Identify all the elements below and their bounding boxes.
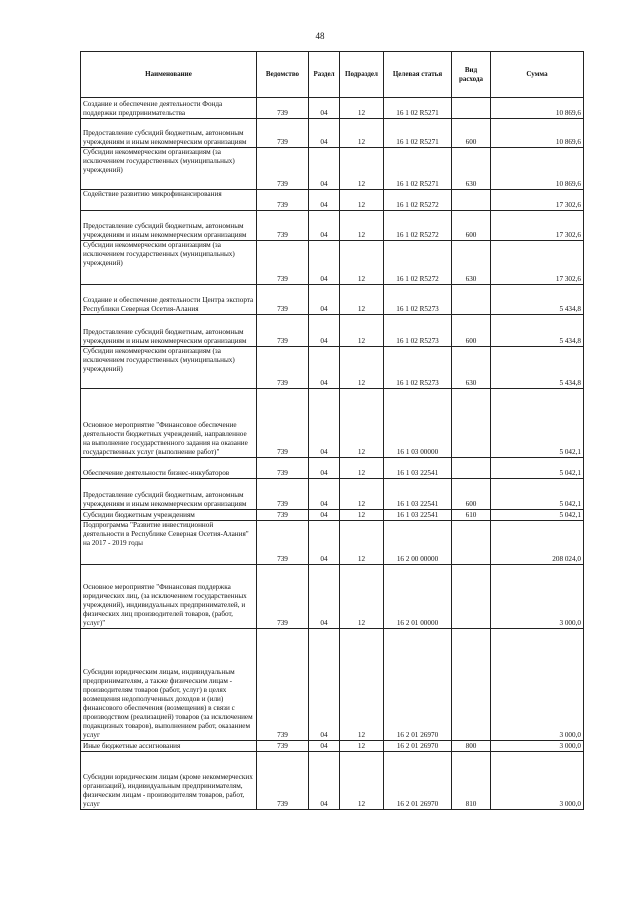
row-razdel: 04 bbox=[309, 510, 340, 521]
row-vid-rashoda: 810 bbox=[452, 752, 491, 810]
row-name: Субсидии бюджетным учреждениям bbox=[81, 510, 257, 521]
row-celevaya-statya: 16 1 03 22541 bbox=[384, 510, 452, 521]
row-vedomstvo: 739 bbox=[257, 458, 309, 479]
row-celevaya-statya: 16 1 02 R5271 bbox=[384, 98, 452, 119]
row-vedomstvo: 739 bbox=[257, 347, 309, 389]
row-celevaya-statya: 16 1 03 22541 bbox=[384, 479, 452, 510]
header-vedomstvo: Ведомство bbox=[257, 52, 309, 98]
header-razdel: Раздел bbox=[309, 52, 340, 98]
row-vedomstvo: 739 bbox=[257, 211, 309, 241]
row-summa: 17 302,6 bbox=[491, 190, 584, 211]
row-vid-rashoda bbox=[452, 565, 491, 629]
row-razdel: 04 bbox=[309, 752, 340, 810]
row-celevaya-statya: 16 1 03 22541 bbox=[384, 458, 452, 479]
row-vedomstvo: 739 bbox=[257, 98, 309, 119]
row-vid-rashoda: 800 bbox=[452, 741, 491, 752]
row-vid-rashoda: 630 bbox=[452, 148, 491, 190]
row-razdel: 04 bbox=[309, 565, 340, 629]
table-row bbox=[81, 347, 584, 389]
row-summa: 3 000,0 bbox=[491, 565, 584, 629]
row-razdel: 04 bbox=[309, 458, 340, 479]
row-name: Подпрограмма "Развитие инвестиционной деятельности в Республике Северная Осетия-Алания" на 2017 - 2019 годы bbox=[81, 521, 257, 565]
row-name: Предоставление субсидий бюджетным, автономным учреждениям и иным некоммерческим организациям bbox=[81, 315, 257, 347]
row-summa: 3 000,0 bbox=[491, 629, 584, 741]
row-podrazdel: 12 bbox=[340, 119, 384, 148]
row-celevaya-statya: 16 2 01 26970 bbox=[384, 629, 452, 741]
row-vedomstvo: 739 bbox=[257, 389, 309, 458]
row-podrazdel: 12 bbox=[340, 510, 384, 521]
table-row bbox=[81, 629, 584, 741]
row-name: Основное мероприятие "Финансовая поддержка юридических лиц, (за исключением государственных учреждений), индивидуальных предпринимателей, и физических лиц производителей товаров, (работ, услуг)" bbox=[81, 565, 257, 629]
row-podrazdel: 12 bbox=[340, 389, 384, 458]
header-summa: Сумма bbox=[491, 52, 584, 98]
row-celevaya-statya: 16 1 02 R5273 bbox=[384, 347, 452, 389]
header-name: Наименование bbox=[81, 52, 257, 98]
row-vedomstvo: 739 bbox=[257, 285, 309, 315]
row-summa: 208 024,0 bbox=[491, 521, 584, 565]
row-vid-rashoda: 600 bbox=[452, 119, 491, 148]
row-celevaya-statya: 16 1 02 R5271 bbox=[384, 148, 452, 190]
row-name: Субсидии некоммерческим организациям (за исключением государственных (муниципальных) учреждений) bbox=[81, 347, 257, 389]
row-celevaya-statya: 16 1 02 R5272 bbox=[384, 241, 452, 285]
row-podrazdel: 12 bbox=[340, 347, 384, 389]
table-row bbox=[81, 565, 584, 629]
row-celevaya-statya: 16 1 03 00000 bbox=[384, 389, 452, 458]
row-razdel: 04 bbox=[309, 119, 340, 148]
row-razdel: 04 bbox=[309, 741, 340, 752]
row-celevaya-statya: 16 1 02 R5271 bbox=[384, 119, 452, 148]
table-row bbox=[81, 241, 584, 285]
table-row bbox=[81, 458, 584, 479]
row-celevaya-statya: 16 1 02 R5272 bbox=[384, 190, 452, 211]
row-razdel: 04 bbox=[309, 389, 340, 458]
row-razdel: 04 bbox=[309, 285, 340, 315]
row-name: Основное мероприятие "Финансовое обеспечение деятельности бюджетных учреждений, направленное на выполнение государственного задания на оказание государственных услуг (выполнение работ)" bbox=[81, 389, 257, 458]
row-vedomstvo: 739 bbox=[257, 479, 309, 510]
row-vid-rashoda: 600 bbox=[452, 315, 491, 347]
row-razdel: 04 bbox=[309, 347, 340, 389]
row-podrazdel: 12 bbox=[340, 148, 384, 190]
table-row bbox=[81, 389, 584, 458]
row-vedomstvo: 739 bbox=[257, 521, 309, 565]
row-summa: 10 869,6 bbox=[491, 148, 584, 190]
row-name: Субсидии некоммерческим организациям (за исключением государственных (муниципальных) учреждений) bbox=[81, 241, 257, 285]
row-podrazdel: 12 bbox=[340, 211, 384, 241]
row-podrazdel: 12 bbox=[340, 565, 384, 629]
row-vid-rashoda bbox=[452, 629, 491, 741]
row-razdel: 04 bbox=[309, 211, 340, 241]
row-podrazdel: 12 bbox=[340, 98, 384, 119]
header-celevaya-statya: Целевая статья bbox=[384, 52, 452, 98]
row-summa: 5 434,8 bbox=[491, 315, 584, 347]
table-header-row bbox=[81, 52, 584, 98]
row-vedomstvo: 739 bbox=[257, 565, 309, 629]
row-summa: 17 302,6 bbox=[491, 211, 584, 241]
row-celevaya-statya: 16 1 02 R5273 bbox=[384, 315, 452, 347]
row-podrazdel: 12 bbox=[340, 629, 384, 741]
header-vid-rashoda: Вид расхода bbox=[452, 52, 491, 98]
table-row bbox=[81, 148, 584, 190]
page-number: 48 bbox=[315, 31, 325, 41]
row-vedomstvo: 739 bbox=[257, 629, 309, 741]
row-summa: 10 869,6 bbox=[491, 119, 584, 148]
row-summa: 5 434,8 bbox=[491, 285, 584, 315]
row-summa: 10 869,6 bbox=[491, 98, 584, 119]
row-vedomstvo: 739 bbox=[257, 752, 309, 810]
row-summa: 5 042,1 bbox=[491, 479, 584, 510]
row-vedomstvo: 739 bbox=[257, 148, 309, 190]
row-vid-rashoda: 630 bbox=[452, 347, 491, 389]
row-summa: 5 042,1 bbox=[491, 510, 584, 521]
row-summa: 3 000,0 bbox=[491, 741, 584, 752]
row-podrazdel: 12 bbox=[340, 315, 384, 347]
row-podrazdel: 12 bbox=[340, 458, 384, 479]
row-celevaya-statya: 16 2 01 00000 bbox=[384, 565, 452, 629]
row-razdel: 04 bbox=[309, 629, 340, 741]
table-row bbox=[81, 190, 584, 211]
row-vedomstvo: 739 bbox=[257, 119, 309, 148]
row-podrazdel: 12 bbox=[340, 241, 384, 285]
row-vedomstvo: 739 bbox=[257, 510, 309, 521]
table-row bbox=[81, 479, 584, 510]
row-razdel: 04 bbox=[309, 98, 340, 119]
table-row bbox=[81, 741, 584, 752]
row-vid-rashoda bbox=[452, 389, 491, 458]
table-row bbox=[81, 521, 584, 565]
row-name: Предоставление субсидий бюджетным, автономным учреждениям и иным некоммерческим организациям bbox=[81, 211, 257, 241]
row-name: Субсидии юридическим лицам, индивидуальным предпринимателям, а также физическим лицам - производителям товаров (работ, услуг) в целях возмещения недополученных доходов и (или) финансового обеспечения (возмещения) в связи с производством (реализацией) товаров (за исключением подакцизных товаров), выполнением работ, оказанием услуг bbox=[81, 629, 257, 741]
row-vedomstvo: 739 bbox=[257, 241, 309, 285]
row-name: Иные бюджетные ассигнования bbox=[81, 741, 257, 752]
row-celevaya-statya: 16 2 01 26970 bbox=[384, 741, 452, 752]
row-razdel: 04 bbox=[309, 190, 340, 211]
row-vid-rashoda bbox=[452, 458, 491, 479]
row-vedomstvo: 739 bbox=[257, 190, 309, 211]
row-vid-rashoda: 600 bbox=[452, 211, 491, 241]
row-celevaya-statya: 16 2 01 26970 bbox=[384, 752, 452, 810]
table-row bbox=[81, 752, 584, 810]
row-celevaya-statya: 16 1 02 R5273 bbox=[384, 285, 452, 315]
row-vid-rashoda: 630 bbox=[452, 241, 491, 285]
row-celevaya-statya: 16 2 00 00000 bbox=[384, 521, 452, 565]
row-razdel: 04 bbox=[309, 315, 340, 347]
row-podrazdel: 12 bbox=[340, 479, 384, 510]
row-razdel: 04 bbox=[309, 241, 340, 285]
row-summa: 5 042,1 bbox=[491, 458, 584, 479]
table-row bbox=[81, 315, 584, 347]
table-row bbox=[81, 211, 584, 241]
row-celevaya-statya: 16 1 02 R5272 bbox=[384, 211, 452, 241]
table-row bbox=[81, 119, 584, 148]
row-podrazdel: 12 bbox=[340, 285, 384, 315]
row-vid-rashoda bbox=[452, 521, 491, 565]
row-name: Содействие развитию микрофинансирования bbox=[81, 190, 257, 211]
row-summa: 3 000,0 bbox=[491, 752, 584, 810]
row-vid-rashoda: 600 bbox=[452, 479, 491, 510]
row-name: Создание и обеспечение деятельности Фонда поддержки предпринимательства bbox=[81, 98, 257, 119]
header-podrazdel: Подраздел bbox=[340, 52, 384, 98]
row-podrazdel: 12 bbox=[340, 741, 384, 752]
row-name: Субсидии юридическим лицам (кроме некоммерческих организаций), индивидуальным предпринимателям, физическим лицам - производителям товаров, работ, услуг bbox=[81, 752, 257, 810]
row-summa: 5 434,8 bbox=[491, 347, 584, 389]
row-podrazdel: 12 bbox=[340, 521, 384, 565]
table-row bbox=[81, 510, 584, 521]
row-name: Создание и обеспечение деятельности Центра экспорта Республики Северная Осетия-Алания bbox=[81, 285, 257, 315]
row-vid-rashoda: 610 bbox=[452, 510, 491, 521]
row-vid-rashoda bbox=[452, 98, 491, 119]
row-podrazdel: 12 bbox=[340, 190, 384, 211]
table-row bbox=[81, 285, 584, 315]
budget-table bbox=[80, 51, 584, 810]
row-name: Обеспечение деятельности бизнес-инкубаторов bbox=[81, 458, 257, 479]
row-vedomstvo: 739 bbox=[257, 315, 309, 347]
row-podrazdel: 12 bbox=[340, 752, 384, 810]
row-name: Субсидии некоммерческим организациям (за исключением государственных (муниципальных) учреждений) bbox=[81, 148, 257, 190]
row-name: Предоставление субсидий бюджетным, автономным учреждениям и иным некоммерческим организациям bbox=[81, 479, 257, 510]
row-razdel: 04 bbox=[309, 148, 340, 190]
row-vedomstvo: 739 bbox=[257, 741, 309, 752]
row-vid-rashoda bbox=[452, 285, 491, 315]
row-summa: 5 042,1 bbox=[491, 389, 584, 458]
row-vid-rashoda bbox=[452, 190, 491, 211]
table-row bbox=[81, 98, 584, 119]
row-summa: 17 302,6 bbox=[491, 241, 584, 285]
row-name: Предоставление субсидий бюджетным, автономным учреждениям и иным некоммерческим организациям bbox=[81, 119, 257, 148]
row-razdel: 04 bbox=[309, 521, 340, 565]
row-razdel: 04 bbox=[309, 479, 340, 510]
